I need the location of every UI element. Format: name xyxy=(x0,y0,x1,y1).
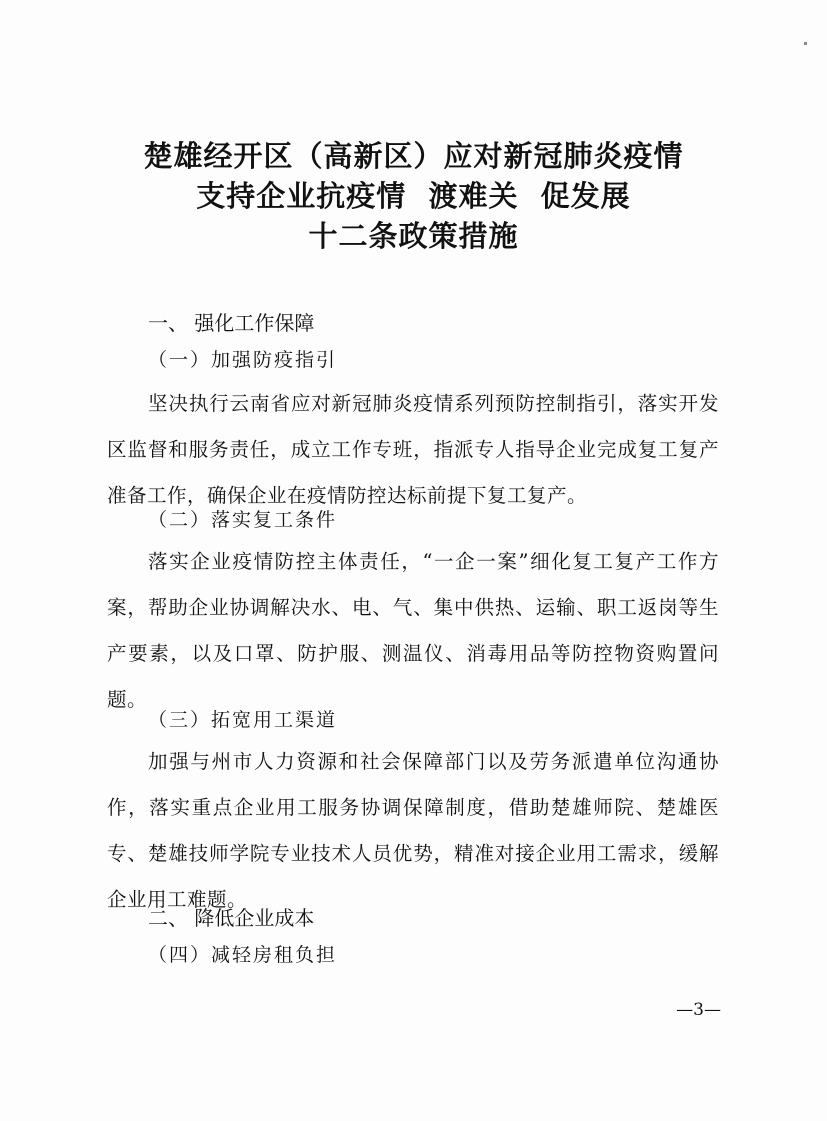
page-number: —3— xyxy=(676,1000,721,1020)
section-heading-2: 二、 降低企业成本 xyxy=(148,906,315,930)
title-line-3: 十二条政策措施 xyxy=(308,219,519,253)
subsection-heading-2: （二）落实复工条件 xyxy=(148,509,338,531)
title-line-2: 支持企业抗疫情 渡难关 促发展 xyxy=(196,179,631,213)
subsection-heading-1: （一）加强防疫指引 xyxy=(148,349,338,371)
section-heading-1: 一、 强化工作保障 xyxy=(148,311,315,335)
subsection-heading-4: （四）减轻房租负担 xyxy=(148,944,338,966)
title-line-1: 楚雄经开区（高新区）应对新冠肺炎疫情 xyxy=(143,139,684,173)
document-title xyxy=(0,136,827,256)
subsection-heading-3: （三）拓宽用工渠道 xyxy=(148,709,338,731)
paragraph-2: 落实企业疫情防控主体责任，“一企一案”细化复工复产工作方案，帮助企业协调解决水、电、气、集中供热、运输、职工返岗等生产要素，以及口罩、防护服、测温仪、消毒用品等防控物资购置问题。 xyxy=(107,550,719,711)
paragraph-1: 坚决执行云南省应对新冠肺炎疫情系列预防控制指引，落实开发区监督和服务责任，成立工作专班，指派专人指导企业完成复工复产准备工作，确保企业在疫情防控达标前提下复工复产。 xyxy=(107,392,719,507)
scan-speck xyxy=(804,42,807,45)
paragraph-3: 加强与州市人力资源和社会保障部门以及劳务派遣单位沟通协作，落实重点企业用工服务协调保障制度，借助楚雄师院、楚雄医专、楚雄技师学院专业技术人员优势，精准对接企业用工需求，缓解企业用工难题。 xyxy=(107,750,719,911)
